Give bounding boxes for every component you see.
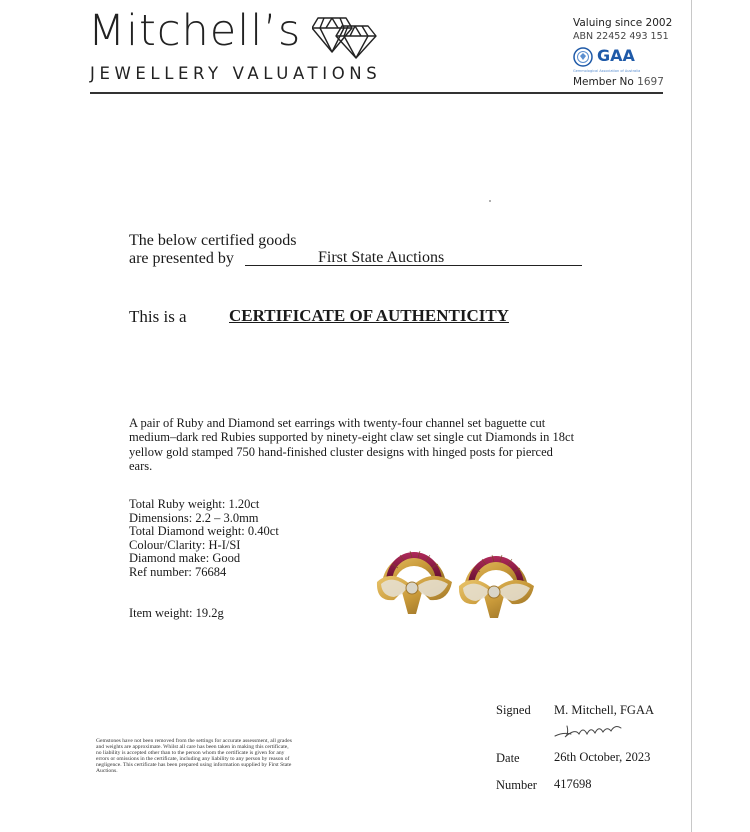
spec-colour-clarity: Colour/Clarity: H-I/SI — [129, 537, 241, 552]
brand-subtitle: JEWELLERY VALUATIONS — [90, 64, 382, 83]
item-specs — [129, 498, 279, 580]
signed-label: Signed — [496, 703, 531, 717]
header-rule — [90, 92, 663, 94]
disclaimer-text: Gemstones have not been removed from the settings for accurate assessment, all grades and weights are approximate. Whilst all care has been taken in making this certificate, no liability is accepted other than to the person whom the certificate is given for any errors or omissions in the certificate, including any liability to any person by reason of negligence. This certificate has been prepared using information supplied by First State Auctions. — [96, 738, 292, 775]
gaa-badge-icon — [573, 47, 593, 67]
abn-number: ABN 22452 493 151 — [573, 31, 669, 42]
spec-dimensions: Dimensions: 2.2 – 3.0mm — [129, 510, 259, 525]
earrings-photo — [362, 524, 542, 624]
diamond-icon — [312, 12, 378, 60]
brand-name: Mitchell’s — [88, 6, 302, 56]
presented-line-1: The below certified goods — [129, 232, 297, 249]
item-description: A pair of Ruby and Diamond set earrings with twenty-four channel set baguette cut medium–dark red Rubies supported by ninety-eight claw set single cut Diamonds in 18ct yellow gold stamped 750 hand-finished cluster designs with hinged posts for pierced ears. — [129, 416, 575, 473]
spec-diamond-weight: Total Diamond weight: 0.40ct — [129, 524, 279, 539]
signed-by: M. Mitchell, FGAA — [554, 703, 654, 717]
certificate-date: 26th October, 2023 — [554, 750, 651, 764]
date-label: Date — [496, 751, 520, 765]
presented-to-name: First State Auctions — [318, 249, 445, 266]
number-label: Number — [496, 778, 537, 792]
member-number-value: 1697 — [637, 76, 664, 88]
certificate-prefix: This is a — [129, 307, 187, 326]
spec-ruby-weight: Total Ruby weight: 1.20ct — [129, 497, 260, 511]
spec-ref-number: Ref number: 76684 — [129, 564, 227, 579]
presented-line-2: are presented by — [129, 250, 234, 267]
certificate-number: 417698 — [554, 777, 592, 791]
handwritten-signature — [553, 720, 633, 740]
spec-diamond-make: Diamond make: Good — [129, 551, 241, 566]
spec-item-weight: Item weight: 19.2g — [129, 606, 224, 620]
paper-speck — [489, 200, 491, 202]
right-earring — [459, 555, 534, 618]
member-label: Member No — [573, 76, 634, 88]
member-number — [573, 76, 664, 88]
page-edge-rule — [691, 0, 692, 832]
left-earring — [377, 551, 452, 614]
gaa-logo-text: GAA — [597, 46, 635, 65]
valuing-since: Valuing since 2002 — [573, 17, 673, 29]
certificate-title: CERTIFICATE OF AUTHENTICITY — [229, 306, 509, 325]
gaa-full-name: Gemmological Association of Australia — [573, 69, 641, 73]
